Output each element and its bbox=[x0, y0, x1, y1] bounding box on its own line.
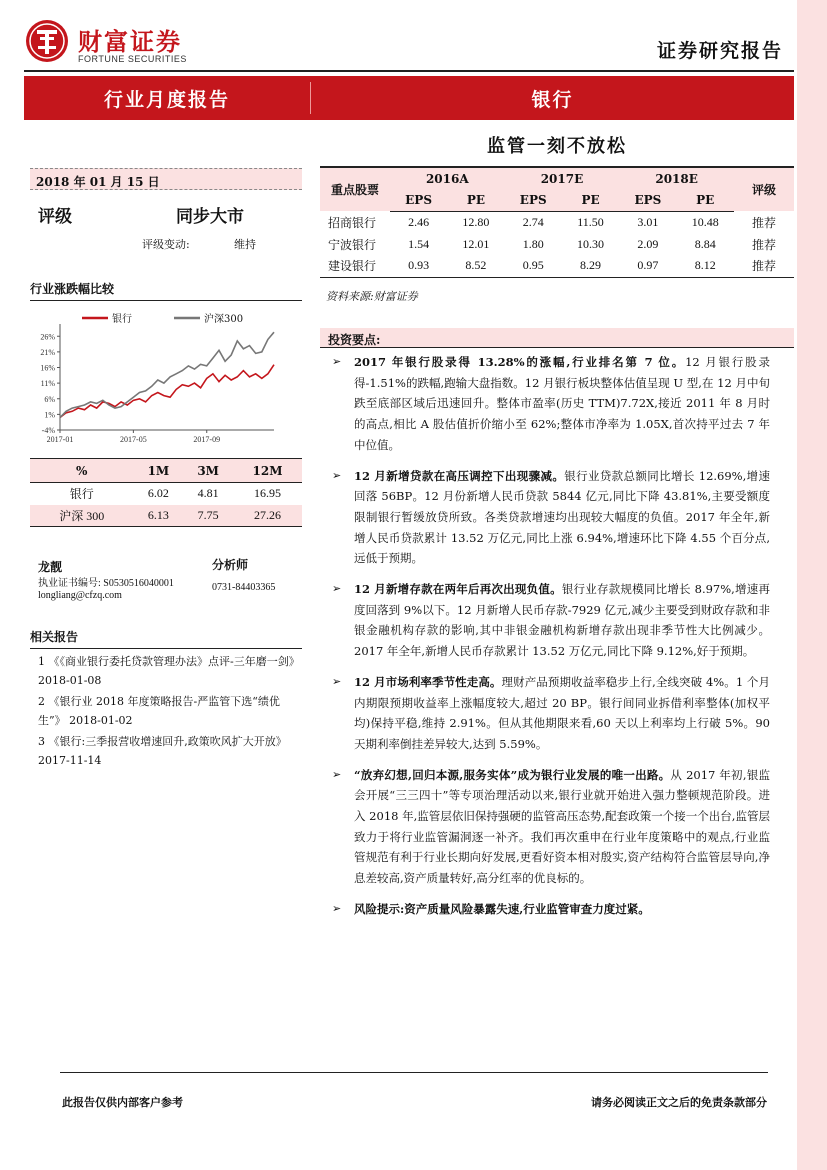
year-header: 2016A bbox=[390, 167, 505, 189]
brand-name-en: FORTUNE SECURITIES bbox=[78, 54, 187, 64]
perf-header-cell: 1M bbox=[134, 459, 184, 483]
rating-change-label: 评级变动: bbox=[142, 238, 190, 251]
bullet-arrow-icon: ➢ bbox=[332, 901, 342, 915]
list-item bbox=[330, 672, 770, 755]
stock-value: 8.84 bbox=[694, 236, 716, 251]
x-tick-label: 2017-05 bbox=[120, 435, 147, 444]
rating-value: 同步大市 bbox=[176, 207, 244, 227]
year-header: 2017E bbox=[505, 167, 620, 189]
x-tick-label: 2017-01 bbox=[46, 435, 74, 444]
performance-table bbox=[30, 458, 302, 527]
series-line-csi300 bbox=[60, 332, 274, 417]
stock-value: 8.29 bbox=[562, 255, 619, 277]
legend-label: 沪深300 bbox=[204, 314, 244, 325]
stock-name: 建设银行 bbox=[320, 255, 390, 277]
header-rule bbox=[24, 70, 794, 72]
investment-points bbox=[330, 352, 770, 930]
metric-header: EPS bbox=[619, 189, 676, 211]
point-lead: 12 月新增存款在两年后再次出现负值。 bbox=[354, 582, 562, 597]
y-tick-label: 1% bbox=[44, 410, 55, 420]
analyst-role: 分析师 bbox=[212, 558, 249, 572]
metric-header: PE bbox=[676, 189, 734, 211]
stock-label-header: 重点股票 bbox=[320, 167, 390, 211]
analyst-certificate: 执业证书编号: S0530516040001 bbox=[38, 578, 174, 589]
band-report-category: 行业月度报告 bbox=[103, 88, 230, 111]
point-lead: 12 月新增贷款在高压调控下出现骤减。 bbox=[354, 468, 565, 483]
y-tick-label: -4% bbox=[41, 426, 55, 435]
perf-name-cell: 沪深 300 bbox=[30, 505, 134, 527]
y-tick-label: 21% bbox=[40, 347, 55, 357]
stock-header-row-metrics bbox=[320, 189, 794, 211]
perf-value-cell: 4.81 bbox=[197, 486, 219, 501]
performance-header-row bbox=[30, 459, 302, 483]
stock-value: 2.09 bbox=[637, 236, 659, 251]
stock-value: 10.48 bbox=[691, 214, 719, 229]
stock-value: 8.12 bbox=[676, 255, 734, 277]
bullet-arrow-icon: ➢ bbox=[332, 582, 342, 596]
y-tick-label: 11% bbox=[40, 379, 55, 389]
stock-header-row-years bbox=[320, 167, 794, 189]
bullet-arrow-icon: ➢ bbox=[332, 468, 342, 482]
y-tick-label: 26% bbox=[40, 332, 55, 342]
perf-header-cell: % bbox=[30, 459, 134, 483]
list-item[interactable]: 2 《银行业 2018 年度策略报告-严监管下选“绩优生”》 2018-01-02 bbox=[38, 695, 280, 727]
data-source: 资料来源:财富证券 bbox=[326, 290, 418, 303]
point-text: 理财产品预期收益率稳步上行,全线突破 4%。1 个月内期限预期收益率上涨幅度较大,超过 20 BP。银行间同业拆借利率整体(加权平均)保持平稳,维持 2.91%。但从其他期限来看,60 天以上利率均上行破 5%。90 天期利率倒挂差异较大,达到 5.59%。 bbox=[354, 674, 770, 751]
point-text: 银行业存款规模同比增长 8.97%,增速再度回落到 9%以下。12 月新增人民币存款-7929 亿元,减少主要受到财政存款和非银金融机构存款的影响,其中非银金融机构新增存款出现非季节性大比例减少。2017 年全年,新增人民币存款累计 13.52 万亿元,同比下降 9.12%,好于预期。 bbox=[354, 582, 771, 659]
band-industry: 银行 bbox=[531, 88, 574, 111]
rating-change-value: 维持 bbox=[234, 238, 256, 251]
list-item bbox=[330, 899, 770, 920]
bullet-arrow-icon: ➢ bbox=[332, 674, 342, 688]
stock-value: 11.50 bbox=[577, 214, 604, 229]
x-tick-label: 2017-09 bbox=[193, 435, 221, 444]
fortune-logo-icon bbox=[24, 18, 70, 64]
stock-value: 0.93 bbox=[390, 255, 447, 277]
list-item bbox=[330, 466, 770, 570]
related-reports-heading: 相关报告 bbox=[30, 628, 302, 649]
stock-name: 宁波银行 bbox=[328, 237, 377, 252]
point-lead: 12 月市场利率季节性走高。 bbox=[354, 674, 502, 689]
perf-header-cell: 12M bbox=[233, 459, 302, 483]
table-row bbox=[320, 211, 794, 233]
point-lead: 风险提示:资产质量风险暴露失速,行业监管审查力度过紧。 bbox=[354, 901, 650, 916]
bullet-arrow-icon: ➢ bbox=[332, 767, 342, 781]
analyst-phone: 0731-84403365 bbox=[212, 582, 276, 593]
metric-header: EPS bbox=[505, 189, 562, 211]
stock-value: 12.01 bbox=[462, 236, 490, 251]
analyst-email[interactable]: longliang@cfzq.com bbox=[38, 590, 122, 601]
report-date: 2018 年 01 月 15 日 bbox=[30, 168, 302, 190]
right-decorative-stripe bbox=[797, 0, 827, 1170]
perf-value-cell: 6.13 bbox=[134, 505, 184, 527]
y-tick-label: 6% bbox=[44, 394, 55, 404]
y-tick-label: 16% bbox=[40, 363, 55, 373]
brand-name-cn: 财富证券 bbox=[78, 27, 182, 56]
year-header: 2018E bbox=[619, 167, 734, 189]
point-text: 从 2017 年初,银监会开展“三三四十”等专项治理活动以来,银行业就开始进入强力整顿规范阶段。进入 2018 年,监管层依旧保持强硬的监管高压态势,配套政策一个接一个出台,监管层致力于将行业监管漏洞逐一补齐。我们再次重申在行业年度策略中的观点,行业监管规范有利于行业长期向好发展,更看好资本相对殷实,资产结构符合监管层导向,净息差较高,资产质量转好,高分红率的优良标的。 bbox=[354, 767, 771, 886]
table-row bbox=[320, 255, 794, 277]
stock-rating: 推荐 bbox=[751, 237, 776, 252]
stock-name: 招商银行 bbox=[328, 215, 377, 230]
list-item bbox=[330, 352, 770, 456]
stock-value: 2.46 bbox=[408, 214, 430, 229]
list-item[interactable]: 1 《《商业银行委托贷款管理办法》点评-三年磨一剑》 2018-01-08 bbox=[38, 655, 300, 687]
report-type: 证券研究报告 bbox=[656, 40, 783, 62]
stock-rating: 推荐 bbox=[751, 215, 776, 230]
perf-value-cell: 16.95 bbox=[254, 486, 281, 501]
list-item[interactable]: 3 《银行:三季报营收增速回升,政策吹风扩大开放》 2017-11-14 bbox=[38, 735, 287, 767]
table-row bbox=[30, 483, 302, 505]
metric-header: PE bbox=[562, 189, 619, 211]
stock-value: 0.97 bbox=[619, 255, 676, 277]
stock-value: 0.95 bbox=[505, 255, 562, 277]
stock-value: 8.52 bbox=[447, 255, 504, 277]
industry-performance-chart bbox=[30, 300, 302, 450]
point-text: 银行业贷款总额同比增长 12.69%,增速回落 56BP。12 月份新增人民币贷款 5844 亿元,同比下降 43.81%,主要受额度限制银行暂缓放贷所致。各类贷款增速均出现较大幅度的负值。2017 年全年,新增人民币贷款累计 13.52 万亿元,同比上涨 6.94%,增速环比下降 4.55 个百分点,远低于预期。 bbox=[354, 468, 770, 566]
perf-name-cell: 银行 bbox=[69, 487, 94, 502]
perf-value-cell: 6.02 bbox=[147, 486, 169, 501]
footer-notice: 此报告仅供内部客户参考 bbox=[62, 1096, 183, 1109]
point-lead: 2017 年银行股录得 13.28%的涨幅,行业排名第 7 位。 bbox=[354, 355, 686, 369]
header-band bbox=[24, 76, 794, 120]
perf-header-cell: 3M bbox=[183, 459, 233, 483]
investment-highlights-heading: 投资要点: bbox=[320, 328, 794, 348]
chart-section-heading: 行业涨跌幅比较 bbox=[30, 280, 302, 301]
point-text: 12 月银行股录得-1.51%的跌幅,跑输大盘指数。12 月银行板块整体估值呈现 U 型,在 12 月中旬跌至底部区域后迅速回升。整体市盈率(历史 TTM)7.72X,接近 2011 年 8 月时的高点,相比 A 股估值折价缩小至 62%;整体市净率为 1.05X,首次持平过去 7 年中位值。 bbox=[354, 355, 770, 452]
perf-value-cell: 7.75 bbox=[183, 505, 233, 527]
metric-header: PE bbox=[447, 189, 504, 211]
stock-value: 1.54 bbox=[408, 236, 430, 251]
rating-label: 评级 bbox=[38, 207, 72, 227]
stock-value: 3.01 bbox=[637, 214, 659, 229]
stock-value: 1.80 bbox=[522, 236, 544, 251]
table-row bbox=[30, 505, 302, 527]
stock-value: 12.80 bbox=[462, 214, 490, 229]
metric-header: EPS bbox=[390, 189, 447, 211]
list-item bbox=[330, 579, 770, 662]
analyst-name: 龙靓 bbox=[38, 560, 63, 574]
perf-value-cell: 27.26 bbox=[233, 505, 302, 527]
point-lead: “放弃幻想,回归本源,服务实体”成为银行业发展的唯一出路。 bbox=[354, 767, 671, 782]
footer-disclaimer: 请务必阅读正文之后的免责条款部分 bbox=[591, 1096, 767, 1109]
stock-rating: 推荐 bbox=[734, 255, 794, 277]
stock-value: 2.74 bbox=[522, 214, 544, 229]
bullet-arrow-icon: ➢ bbox=[332, 355, 342, 368]
list-item bbox=[330, 765, 770, 889]
rating-header: 评级 bbox=[734, 167, 794, 211]
table-row bbox=[320, 233, 794, 255]
key-stocks-table bbox=[320, 166, 794, 278]
stock-value: 10.30 bbox=[577, 236, 605, 251]
legend-label: 银行 bbox=[112, 314, 132, 325]
footer-rule bbox=[60, 1072, 768, 1073]
series-line-bank bbox=[60, 365, 274, 418]
related-reports-list bbox=[38, 652, 302, 772]
report-title: 监管一刻不放松 bbox=[487, 136, 627, 157]
